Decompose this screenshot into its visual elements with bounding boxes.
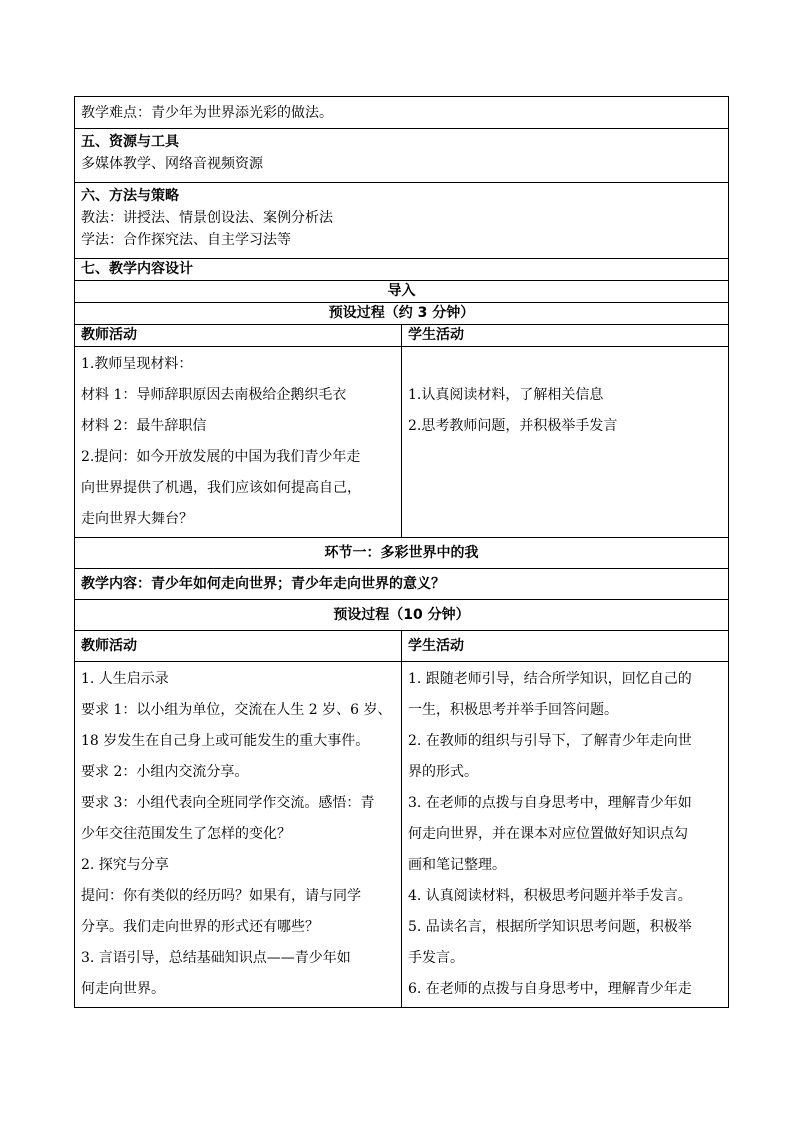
part1-content-row	[75, 569, 729, 600]
intro-teacher-header: 教师活动	[81, 327, 137, 343]
intro-title-row	[75, 281, 729, 303]
list-item: 2.提问：如今开放发展的中国为我们青少年走	[81, 449, 361, 465]
part1-title-row	[75, 538, 729, 569]
resources-title: 五、资源与工具	[81, 134, 179, 150]
list-item: 要求 2：小组内交流分享。	[81, 764, 249, 780]
list-item: 要求 3：小组代表向全班同学作交流。感悟：青	[81, 795, 375, 811]
part1-teacher-header: 教师活动	[81, 638, 137, 654]
list-item: 2. 探究与分享	[81, 857, 169, 873]
list-item: 材料 2：最牛辞职信	[81, 418, 207, 434]
resources-section	[75, 129, 729, 183]
design-section-title	[75, 259, 729, 281]
part1-teacher-header-cell	[75, 631, 402, 662]
intro-teacher-activities	[75, 347, 402, 538]
methods-title: 六、方法与策略	[81, 188, 179, 204]
intro-process: 预设过程（约 3 分钟）	[328, 305, 475, 321]
lesson-plan-table	[74, 96, 729, 1008]
intro-process-row	[75, 303, 729, 325]
intro-title: 导入	[387, 283, 416, 299]
list-item: 少年交往范围发生了怎样的变化？	[81, 826, 291, 842]
difficulty-row	[75, 97, 729, 129]
part1-process: 预设过程（10 分钟）	[333, 607, 470, 623]
part1-student-header-cell	[402, 631, 729, 662]
list-item: 画和笔记整理。	[408, 857, 506, 873]
intro-student-header-cell	[402, 325, 729, 347]
list-item: 2.思考教师问题，并积极举手发言	[408, 418, 618, 434]
list-item: 何走向世界，并在课本对应位置做好知识点勾	[408, 826, 688, 842]
learning-methods: 学法：合作探究法、自主学习法等	[81, 232, 291, 248]
intro-student-header: 学生活动	[408, 327, 464, 343]
methods-section	[75, 183, 729, 259]
list-item: 3. 在老师的点拨与自身思考中，理解青少年如	[408, 795, 692, 811]
lesson-plan-page	[74, 96, 728, 1008]
part1-student-activities	[402, 662, 729, 1008]
teaching-methods: 教法：讲授法、情景创设法、案例分析法	[81, 210, 333, 226]
intro-teacher-header-cell	[75, 325, 402, 347]
list-item: 何走向世界。	[81, 981, 165, 997]
part1-student-header: 学生活动	[408, 638, 464, 654]
difficulty-text: 教学难点：青少年为世界添光彩的做法。	[81, 104, 333, 121]
list-item: 一生，积极思考并举手回答问题。	[408, 702, 618, 718]
resources-content: 多媒体教学、网络音视频资源	[81, 156, 263, 172]
list-item: 6. 在老师的点拨与自身思考中，理解青少年走	[408, 981, 692, 997]
list-item: 1. 人生启示录	[81, 671, 169, 687]
list-item: 向世界提供了机遇，我们应该如何提高自己，	[81, 480, 361, 496]
list-item: 3. 言语引导，总结基础知识点——青少年如	[81, 950, 351, 966]
part1-process-row	[75, 600, 729, 631]
list-item: 界的形式。	[408, 764, 478, 780]
list-item: 4. 认真阅读材料，积极思考问题并举手发言。	[408, 888, 692, 904]
list-item: 1. 跟随老师引导，结合所学知识，回忆自己的	[408, 671, 692, 687]
list-item: 18 岁发生在自己身上或可能发生的重大事件。	[81, 733, 370, 749]
part1-title: 环节一：多彩世界中的我	[324, 545, 479, 561]
list-item: 提问：你有类似的经历吗？如果有，请与同学	[81, 888, 361, 904]
list-item: 1.教师呈现材料：	[81, 356, 193, 372]
design-title: 七、教学内容设计	[81, 261, 193, 277]
list-item: 要求 1：以小组为单位，交流在人生 2 岁、6 岁、	[81, 702, 392, 718]
part1-content: 教学内容：青少年如何走向世界；青少年走向世界的意义？	[81, 576, 445, 592]
list-item: 分享。我们走向世界的形式还有哪些？	[81, 919, 319, 935]
list-item: 走向世界大舞台？	[81, 511, 193, 527]
list-item: 材料 1：导师辞职原因去南极给企鹅织毛衣	[81, 387, 347, 403]
intro-student-activities	[402, 347, 729, 538]
list-item: 5. 品读名言，根据所学知识思考问题，积极举	[408, 919, 692, 935]
part1-teacher-activities	[75, 662, 402, 1008]
list-item: 手发言。	[408, 950, 464, 966]
list-item: 2. 在教师的组织与引导下，了解青少年走向世	[408, 733, 692, 749]
list-item: 1.认真阅读材料，了解相关信息	[408, 387, 604, 403]
